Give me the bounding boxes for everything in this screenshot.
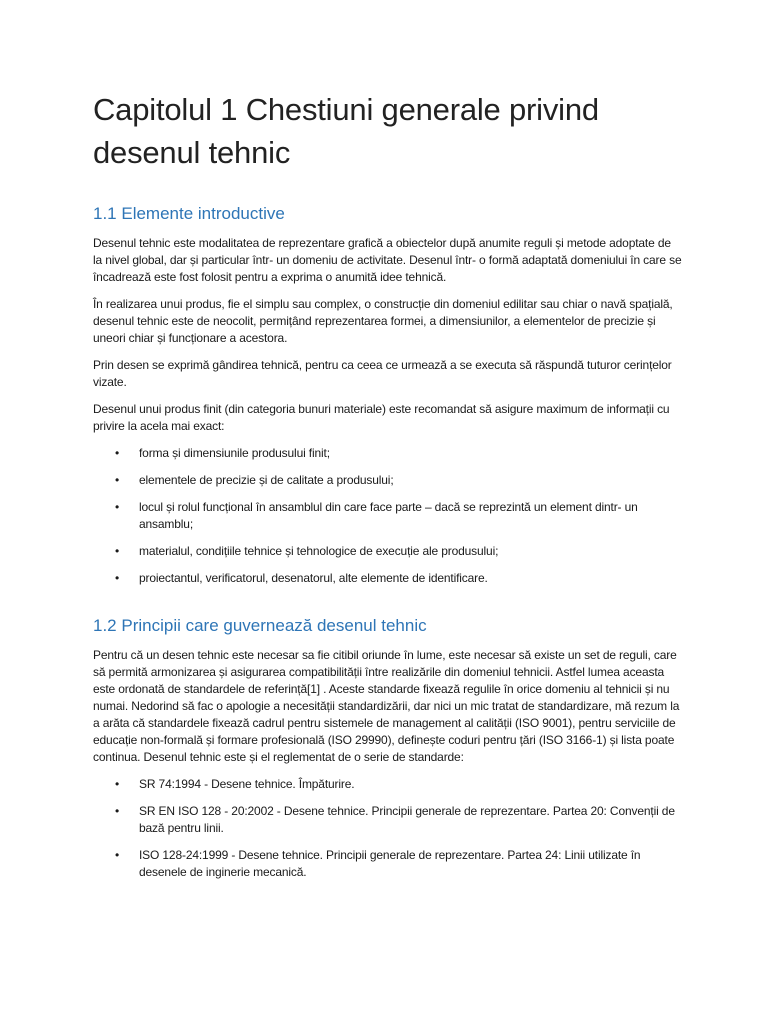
list-item-text: SR EN ISO 128 - 20:2002 - Desene tehnice. Principii generale de reprezentare. Partea 20: Convenții de bază pentru linii. (139, 804, 675, 835)
bullet-icon: • (115, 571, 120, 585)
list-item (93, 472, 683, 489)
bullet-icon: • (115, 446, 120, 460)
list-item (93, 499, 683, 533)
list-item-text: locul și rolul funcțional în ansamblul din care face parte – dacă se reprezintă un element dintr- un ansamblu; (139, 500, 638, 531)
bullet-icon: • (115, 848, 120, 862)
bullet-icon: • (115, 804, 120, 818)
list-item (93, 445, 683, 462)
list-item-text: forma și dimensiunile produsului finit; (139, 446, 330, 460)
section-heading-1-1: 1.1 Elemente introductive (93, 204, 285, 223)
paragraph: Desenul unui produs finit (din categoria bunuri materiale) este recomandat să asigure maximum de informații cu privire la acela mai exact: (93, 402, 670, 433)
list-item-text: materialul, condițiile tehnice și tehnologice de execuție ale produsului; (139, 544, 499, 558)
paragraph: Prin desen se exprimă gândirea tehnică, pentru ca ceea ce urmează a se executa să răspundă tuturor cerințelor vizate. (93, 358, 672, 389)
list-item-text: ISO 128-24:1999 - Desene tehnice. Principii generale de reprezentare. Partea 24: Linii utilizate în desenele de inginerie mecanică. (139, 848, 641, 879)
list-item (93, 803, 683, 837)
paragraph: În realizarea unui produs, fie el simplu sau complex, o construcție din domeniul edilitar sau chiar o navă spațială, desenul tehnic este de neocolit, permițând reprezentarea formei, a dimensiunilor, a elementelor de precizie și uneori chiar și funcționare a acestora. (93, 297, 673, 345)
list-item (93, 776, 683, 793)
document-page (93, 88, 683, 891)
list-item-text: proiectantul, verificatorul, desenatorul, alte elemente de identificare. (139, 571, 488, 585)
bullet-icon: • (115, 500, 120, 514)
bullet-icon: • (115, 473, 120, 487)
list-item (93, 847, 683, 881)
section-heading-1-2: 1.2 Principii care guvernează desenul tehnic (93, 616, 427, 635)
paragraph: Pentru că un desen tehnic este necesar sa fie citibil oriunde în lume, este necesar să existe un set de reguli, care să permită armonizarea și asigurarea compatibilității între realizările din domeniul tehnicii. Astfel lumea aceasta este ordonată de standardele de referință[1] . Aceste standarde fixează regulile în orice domeniu al tehnicii și nu numai. Nedorind să fac o apologie a necesității standardizării, dar nici un mic tratat de standardizare, mă rezum la a arăta că standardele fixează cadrul pentru sistemele de management al calității (ISO 9001), pentru serviciile de educație non-formală și formare profesională (ISO 29990), definește coduri pentru țări (ISO 3166-1) și lista poate continua. Desenul tehnic este și el reglementat de o serie de standarde: (93, 648, 680, 764)
bullet-list-product-info (93, 445, 683, 587)
list-item (93, 543, 683, 560)
list-item (93, 570, 683, 587)
bullet-icon: • (115, 544, 120, 558)
list-item-text: elementele de precizie și de calitate a produsului; (139, 473, 394, 487)
bullet-icon: • (115, 777, 120, 791)
document-title: Capitolul 1 Chestiuni generale privind desenul tehnic (93, 92, 599, 170)
bullet-list-standards (93, 776, 683, 881)
list-item-text: SR 74:1994 - Desene tehnice. Împăturire. (139, 777, 355, 791)
paragraph: Desenul tehnic este modalitatea de reprezentare grafică a obiectelor după anumite reguli și metode adoptate de la nivel global, dar și particular într- un domeniu de activitate. Desenul într- o formă adaptată domeniului în care se încadrează este fost folosit pentru a exprima o anumită idee tehnică. (93, 236, 682, 284)
